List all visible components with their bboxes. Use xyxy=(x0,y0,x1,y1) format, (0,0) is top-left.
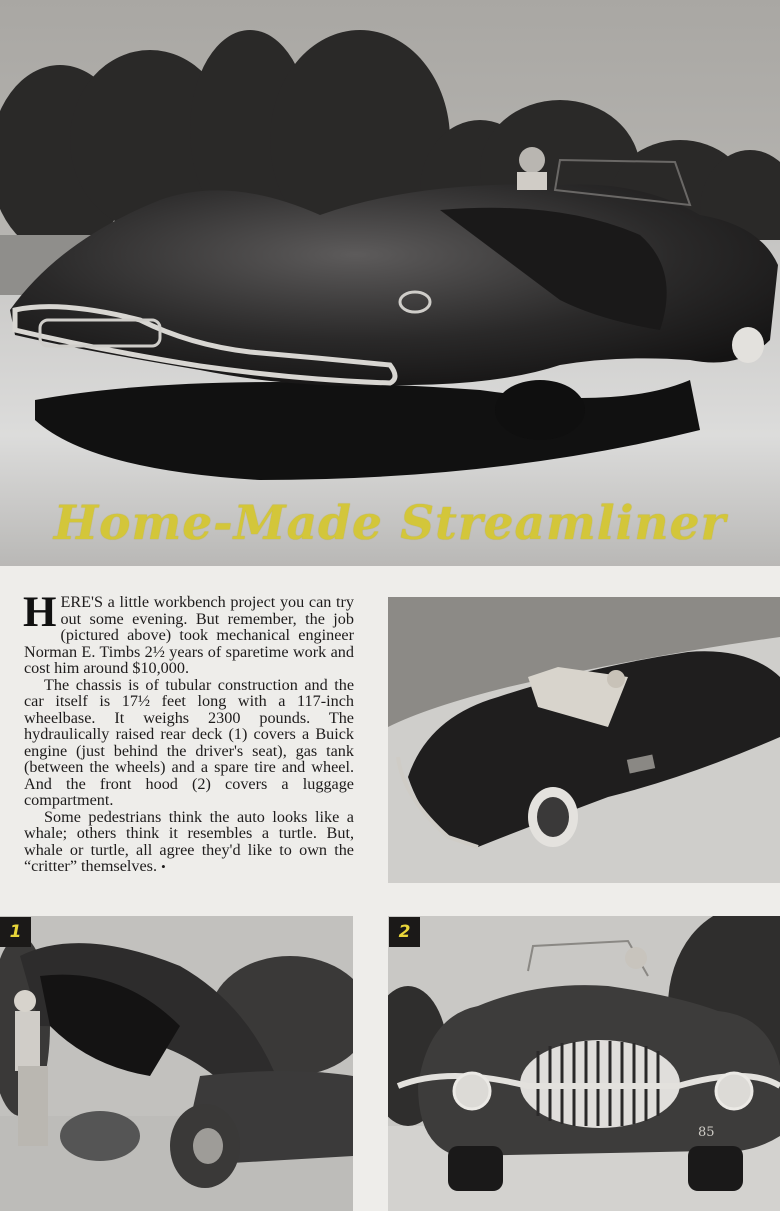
paragraph-3-text: Some pedestrians think the auto looks like a whale; others think it resembles a turtle. But, whale or turtle, all agree they'd like to own the “critter” themselves. xyxy=(24,807,354,875)
overhead-car-photo xyxy=(388,597,780,883)
paragraph-1-text: ERE'S a little workbench project you can try out some evening. But remember, the job (pictured above) took mechanical engineer Norman E. Timbs 2½ years of sparetime work and cost him around $10,000. xyxy=(24,593,354,677)
photo-badge-1: 1 xyxy=(0,917,31,947)
license-plate: 85 xyxy=(698,1125,715,1140)
paragraph-2: The chassis is of tubular construction and the car itself is 17½ feet long with a 117-inch wheelbase. It weighs 2300 pounds. The hydraulically raised rear deck (1) covers a Buick engine (just behind the driver's seat), gas tank (between the wheels) and a spare tire and wheel. And the front hood (2) covers a luggage compartment. xyxy=(24,675,354,809)
end-mark: • xyxy=(161,859,166,874)
article-title: Home-Made Streamliner xyxy=(53,496,727,551)
drop-cap: H xyxy=(23,589,57,636)
hero-photo xyxy=(0,0,780,566)
front-view-photo xyxy=(388,916,780,1211)
paragraph-1 xyxy=(23,589,354,677)
article-body xyxy=(23,589,354,876)
rear-deck-raised-photo xyxy=(0,916,353,1211)
photo-badge-2: 2 xyxy=(389,917,420,947)
paragraph-3 xyxy=(24,809,354,876)
